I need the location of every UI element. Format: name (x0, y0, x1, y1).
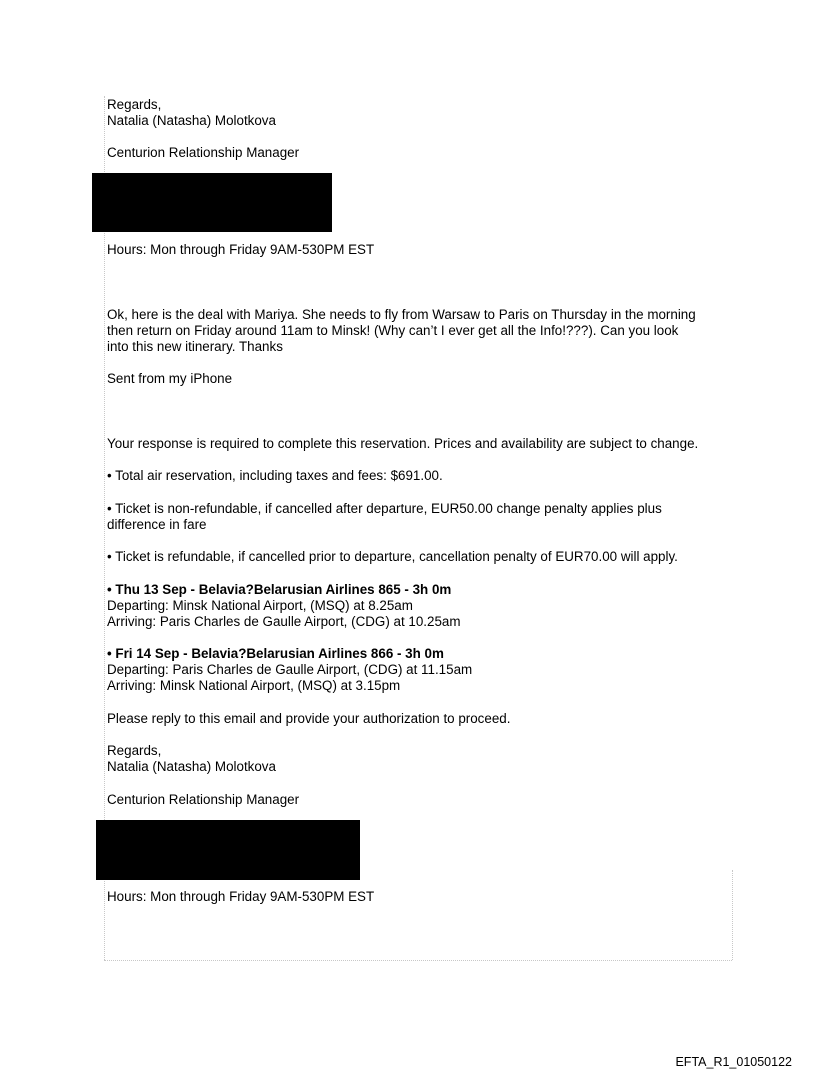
reply-request: Please reply to this email and provide your authorization to proceed. (107, 711, 511, 726)
message-line: then return on Friday around 11am to Minsk! (Why can’t I ever get all the Info!???). Can you look (107, 323, 679, 338)
message-line: Ok, here is the deal with Mariya. She needs to fly from Warsaw to Paris on Thursday in the morning (107, 307, 696, 322)
reservation-intro: Your response is required to complete this reservation. Prices and availability are subject to change. (107, 436, 699, 451)
signature-title: Centurion Relationship Manager (107, 145, 300, 160)
signature-regards: Regards, (107, 97, 162, 112)
flight-arriving: Arriving: Minsk National Airport, (MSQ) at 3.15pm (107, 678, 401, 693)
redaction-block (96, 820, 360, 880)
signature-name: Natalia (Natasha) Molotkova (107, 113, 276, 128)
signature-hours: Hours: Mon through Friday 9AM-530PM EST (107, 889, 375, 904)
sent-from-signature: Sent from my iPhone (107, 371, 233, 386)
document-id: EFTA_R1_01050122 (675, 1055, 792, 1069)
quote-border-bottom (104, 960, 732, 961)
reservation-total: • Total air reservation, including taxes and fees: $691.00. (107, 468, 443, 483)
signature-hours: Hours: Mon through Friday 9AM-530PM EST (107, 242, 375, 257)
signature-name: Natalia (Natasha) Molotkova (107, 759, 276, 774)
flight-departing: Departing: Minsk National Airport, (MSQ) at 8.25am (107, 598, 413, 613)
flight-departing: Departing: Paris Charles de Gaulle Airport, (CDG) at 11.15am (107, 662, 473, 677)
signature-regards: Regards, (107, 743, 162, 758)
redaction-block (92, 173, 332, 232)
signature-title: Centurion Relationship Manager (107, 792, 300, 807)
flight-header: • Thu 13 Sep - Belavia?Belarusian Airlines 865 - 3h 0m (107, 582, 452, 597)
message-line: into this new itinerary. Thanks (107, 339, 283, 354)
flight-header: • Fri 14 Sep - Belavia?Belarusian Airlines 866 - 3h 0m (107, 646, 444, 661)
nonrefundable-policy-cont: difference in fare (107, 517, 207, 532)
flight-arriving: Arriving: Paris Charles de Gaulle Airport, (CDG) at 10.25am (107, 614, 461, 629)
quote-border-right (732, 870, 733, 960)
refundable-policy: • Ticket is refundable, if cancelled prior to departure, cancellation penalty of EUR70.00 will apply. (107, 549, 678, 564)
nonrefundable-policy: • Ticket is non-refundable, if cancelled after departure, EUR50.00 change penalty applies plus (107, 501, 662, 516)
